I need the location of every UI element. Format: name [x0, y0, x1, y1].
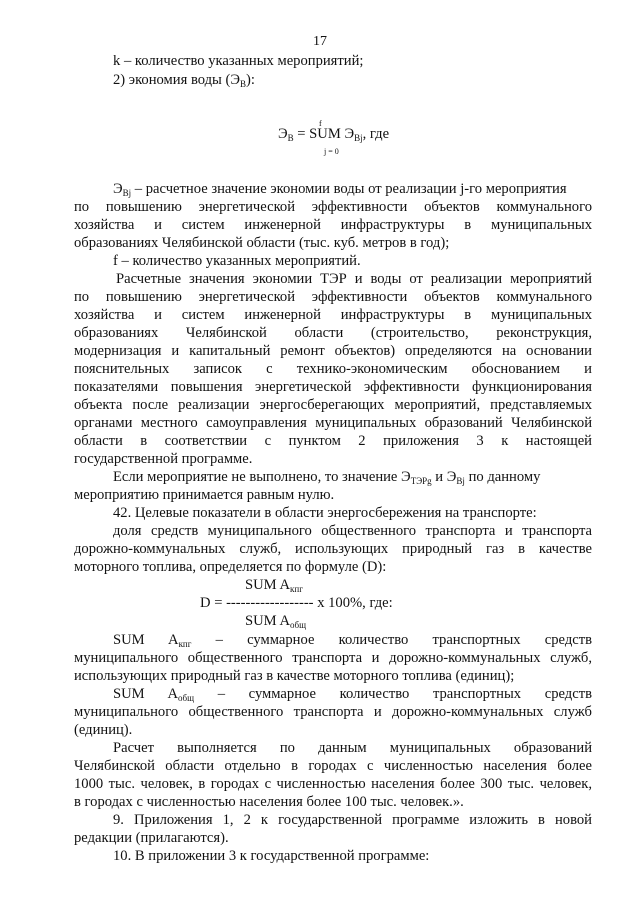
page-number: 17	[313, 34, 327, 49]
text-line: моторного топлива, определяется по формуле (D):	[74, 559, 387, 575]
text-line: по повышению энергетической эффективности объектов коммунального	[74, 199, 592, 215]
text-line: муниципального общественного транспорта и дорожно-коммунальных служб	[74, 704, 592, 720]
text-line: образованиях Челябинской области (тыс. куб. метров в год);	[74, 235, 450, 251]
text-line: модернизация и капитальный ремонт объектов) определяются на основании	[74, 343, 592, 359]
text-line: 2) экономия воды $(Э_В)$:	[113, 72, 255, 89]
text-line: муниципального общественного транспорта и дорожно-коммунальных служб,	[74, 650, 592, 666]
text-line: государственной программе.	[74, 451, 253, 467]
formula-water-saving: $Э_В$ = SUM $Э_{Bj}$, где	[278, 126, 390, 143]
text-line: объекта после реализации энергосберегающих мероприятий, представляемых	[74, 397, 592, 413]
text-line: Если мероприятие не выполнено, то значение $Э_{ТЭРg}$ и $Э_{Bj}$ по данному	[113, 469, 541, 486]
text-line: доля средств муниципального общественного транспорта и транспорта	[113, 523, 592, 539]
text-line: в городах с численностью населения более 100 тыс. человек.».	[74, 794, 464, 810]
formula-upper-limit: f	[319, 119, 322, 128]
text-line: по повышению энергетической эффективности объектов коммунального	[74, 289, 592, 305]
text-line: образованиях Челябинской области (строительство, реконструкция,	[74, 325, 592, 341]
formula-lower-limit: j = 0	[324, 147, 339, 156]
text-line: хозяйства и систем инженерной инфраструктуры в муниципальных	[74, 307, 592, 323]
text-line: 42. Целевые показатели в области энергосбережения на транспорте:	[113, 505, 537, 521]
text-line: 9. Приложения 1, 2 к государственной программе изложить в новой	[113, 812, 592, 828]
text-line: области в соответствии с пунктом 2 приложения 3 к настоящей	[74, 433, 592, 449]
text-line: Расчет выполняется по данным муниципальных образований	[113, 740, 592, 756]
text-line: (единиц).	[74, 722, 133, 738]
text-line: SUM $A_{общ}$ – суммарное количество транспортных средств	[113, 686, 592, 703]
text-line: использующих природный газ в качестве моторного топлива (единиц);	[74, 668, 515, 684]
text-line: k – количество указанных мероприятий;	[113, 53, 364, 69]
text-line: дорожно-коммунальных служб, использующих природный газ в качестве	[74, 541, 592, 557]
text-line: пояснительных записок с технико-экономическим обоснованием и	[74, 361, 592, 377]
text-line: f – количество указанных мероприятий.	[113, 253, 361, 269]
text-line: SUM $A_{кпг}$ – суммарное количество транспортных средств	[113, 632, 592, 649]
text-line: мероприятию принимается равным нулю.	[74, 487, 335, 503]
text-line: органами местного самоуправления муниципальных образований Челябинской	[74, 415, 592, 431]
text-line: 10. В приложении 3 к государственной программе:	[113, 848, 430, 864]
text-line: редакции (прилагаются).	[74, 830, 229, 846]
text-line: Челябинской области отдельно в городах с численностью населения более	[74, 758, 592, 774]
formula-numerator: SUM $A_{кпг}$	[245, 577, 303, 594]
text-line: $Э_{Bj}$ – расчетное значение экономии воды от реализации j-го мероприятия	[113, 181, 567, 198]
formula-denominator: SUM $A_{общ}$	[245, 613, 307, 630]
text-line: показателями повышения энергетической эффективности функционирования	[74, 379, 592, 395]
text-line: хозяйства и систем инженерной инфраструктуры в муниципальных	[74, 217, 592, 233]
formula-share-d: D = ------------------ x 100%, где:	[200, 595, 393, 611]
text-line: Расчетные значения экономии ТЭР и воды от реализации мероприятий	[116, 271, 592, 287]
text-line: 1000 тыс. человек, в городах с численностью населения более 300 тыс. человек,	[74, 776, 592, 792]
